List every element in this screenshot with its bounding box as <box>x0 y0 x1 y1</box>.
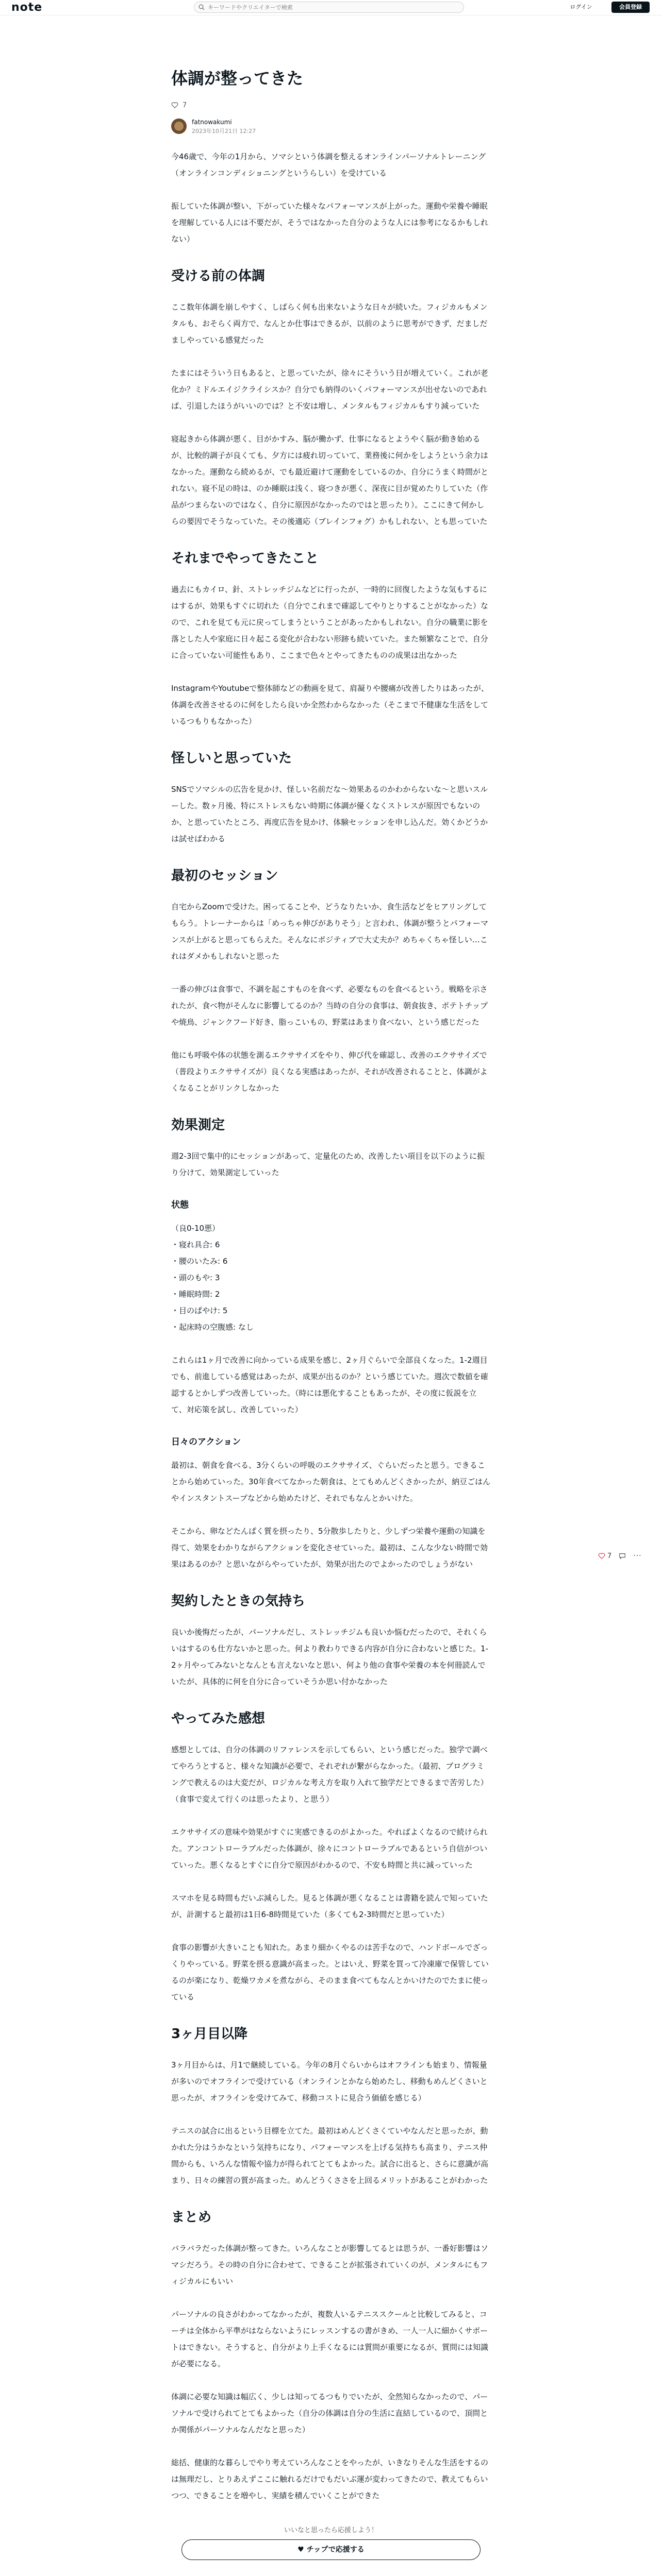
status-list <box>171 1220 491 1335</box>
section-heading: 最初のセッション <box>171 868 278 884</box>
search-input[interactable] <box>208 3 455 11</box>
paragraph: 自宅からZoomで受けた。困ってることや、どうなりたいか、食生活などをヒアリングしてもらう。トレーナーからは「めっちゃ伸びがありそう」と言われ、体調が整うとパフォーマンスが上がると思ってもらえた。そんなにポジティブで大丈夫か？めちゃくちゃ怪しい…これはダメかもしれないと思った <box>171 902 489 961</box>
avatar[interactable] <box>171 118 187 134</box>
paragraph: InstagramやYoutubeで整体師などの動画を見て、肩凝りや腰痛が改善したりはあったが、体調を改善させるのに何をしたら良いか全然わからなかった（そこまで不健康な生活をしているつもりもなかった） <box>171 684 489 726</box>
comment-icon <box>619 1552 626 1560</box>
publish-date: 2023年10月21日 12:27 <box>192 128 256 134</box>
article-body <box>171 148 491 2504</box>
paragraph: バラバラだった体調が整ってきた。いろんなことが影響してるとは思うが、一番好影響はソマシだろう。その時の自分に合わせて、できることが拡張されていくのが、メンタルにもフィジカルにもいい <box>171 2244 489 2286</box>
side-like-button[interactable] <box>598 1552 611 1560</box>
paragraph: 過去にもカイロ、針、ストレッチジムなどに行ったが、一時的に回復したような気もするにはするが、効果もすぐに切れた（自分でこれまで確認してやりとりすることがなかった）なので、これを見ても元に戻ってしまうということがあったかもしれない。自分の職業に影を落とした人や家庭に日々起こる変化が合わない形跡も続いていた。また頻繁なことで、自分に合っていない可能性もあり、ここまで色々とやってきたものの成果は出なかった <box>171 585 489 660</box>
search-icon <box>198 4 205 10</box>
side-comment-button[interactable] <box>619 1552 626 1560</box>
tip-icon: ♥ <box>297 2546 307 2554</box>
paragraph: スマホを見る時間もだいぶ減らした。見ると体調が悪くなることは書籍を読んで知っていたが、計測すると最初は1日6-8時間見ていた（多くても2-3時間だと思っていた） <box>171 1893 488 1919</box>
side-like-count: 7 <box>607 1552 612 1560</box>
tip-support-button[interactable] <box>181 2539 481 2560</box>
paragraph: 最初は、朝食を食べる、3分くらいの呼吸のエクササイズ、ぐらいだったと思う。できることから始めていった。30年食べてなかった朝食は、とてもめんどくさかったが、納豆ごはんやインスタントスープなどから始めたけど、それでもなんとかいけた。 <box>171 1461 491 1503</box>
section-heading: 契約したときの気持ち <box>171 1594 306 1609</box>
list-item: ・目のぱやけ: 5 <box>171 1306 228 1315</box>
tip-button-label: チップで応援する <box>306 2546 365 2554</box>
article <box>171 67 491 2560</box>
section-heading: 状態 <box>171 1200 189 1210</box>
paragraph: これらは1ヶ月で改善に向かっている成果を感じ、2ヶ月ぐらいで全部良くなった。1-2週目でも、前進している感覚はあったが、成果が出るのか？という感じていた。週次で数値を確認するとかしずつ改善していった。（時には悪化することもあったが、その度に仮説を立て、対応策を試し、改善していった） <box>171 1355 488 1414</box>
list-item: ・寝れ具合: 6 <box>171 1240 220 1249</box>
paragraph: 良いか後悔だったが、パーソナルだし、ストレッチジムも良いか悩むだったので、それくらいはするのも仕方ないかと思った。何より教わりできる内容が自分に合わないと感じた。1-2ヶ月やってみないとなんとも言えないなと思い、何より他の食事や栄養の本を何冊読んでいたが、具体的に何を自分に合っていそうか思い付かなかった <box>171 1628 488 1686</box>
section-heading: 3ヶ月目以降 <box>171 2026 248 2042</box>
article-like-count: 7 <box>183 101 187 109</box>
section-heading: やってみた感想 <box>171 1711 266 1726</box>
support-prompt: いいなと思ったら応援しよう！ <box>284 2527 378 2534</box>
section-heading: 日々のアクション <box>171 1437 241 1447</box>
signup-button[interactable]: 会員登録 <box>611 2 650 13</box>
paragraph: 週2-3回で集中的にセッションがあって、定量化のため、改善したい項目を以下のように振り分けて、効果測定していった <box>171 1151 485 1177</box>
section-heading: 受ける前の体調 <box>171 268 266 284</box>
paragraph: ここ数年体調を崩しやすく、しばらく何も出来ないような日々が続いた。フィジカルもメンタルも、おそらく両方で、なんとか仕事はできるが、以前のように思考ができず、だましだましやっている感覚だった <box>171 302 488 345</box>
section-heading: それまでやってきたこと <box>171 551 319 566</box>
section-heading: 効果測定 <box>171 1117 225 1133</box>
login-button[interactable]: ログイン <box>570 4 592 10</box>
top-header <box>0 0 662 15</box>
article-like-row <box>171 100 491 110</box>
paragraph: たまにはそういう日もあると、と思っていたが、徐々にそういう日が増えていく。これが老化か？ミドルエイジクライシスか？自分でも納得のいくパフォーマンスが出せないのであれば、引退したほうがいいのでは？と不安は増し、メンタルもフィジカルもすり減っていた <box>171 368 488 411</box>
paragraph: 感想としては、自分の体調のリファレンスを示してもらい、という感じだった。独学で調べてやろうとすると、様々な知識が必要で、それぞれが繋がらなかった。（最初、プログラミングで教えるのは大変だが、ロジカルな考え方を取り入れて独学だとできるまで苦労した）（食事で変えて行くのは思ったより、と思う） <box>171 1745 488 1804</box>
list-item: ・頭のもや: 3 <box>171 1273 220 1282</box>
heart-icon[interactable] <box>171 101 178 109</box>
article-title: 体調が整ってきた <box>171 69 304 88</box>
list-item: （良0-10悪） <box>171 1224 220 1233</box>
section-heading: まとめ <box>171 2210 212 2225</box>
list-item: ・起床時の空腹感: なし <box>171 1323 254 1332</box>
paragraph: 寝起きから体調が悪く、目がかすみ、脳が働かず、仕事になるとようやく脳が動き始めるが、比較的調子が良くても、夕方には疲れ切っていて、業務後に何かをしようという余力はなかった。運動なら続めるが、でも最近避けて運動をしているのか、自分にうまく時間がとれない。寝不足の時は、のか睡眠は浅く、寝つきが悪く、深夜に目が覚めたりしていた（作品がつまらないのではなく、自分に原因がなかったのではと思ったり）。ここにきて何かしらの要因でそうなっていた。その後適応（ブレインフォグ）かもしれない、とも思っていた <box>171 434 489 526</box>
paragraph: パーソナルの良さがわかってなかったが、複数人いるテニススクールと比較してみると、コーチは全体から平準がはならないようにレッスンするの書がきめ、一人一人に細かくサポートはできない。そうすると、自分がより上手くなるには質問が重要になるが、質問には知識が必要になる。 <box>171 2310 489 2368</box>
paragraph: 今46歳で、今年の1月から、ソマシという体調を整えるオンラインパーソナルトレーニング（オンラインコンディショニングというらしい）を受けている <box>171 152 486 178</box>
section-heading: 怪しいと思っていた <box>171 751 292 766</box>
paragraph: そこから、卵などたんぱく質を摂ったり、5分散歩したりと、少しずつ栄養や運動の知識を得て、効果をわかりながらアクションを変化させていった。最初は、こんな少ない時間で効果はあるのか？と思いながらやっていたが、効果が出たのでよかったのでしょうがない <box>171 1527 488 1569</box>
author-info <box>171 117 491 135</box>
list-item: ・腰のいたみ: 6 <box>171 1257 228 1266</box>
floating-actions <box>598 1550 650 1562</box>
paragraph: 振していた体調が整い、下がっていた様々なパフォーマンスが上がった。運動や栄養や睡眠を理解している人には不要だが、そうではなかった自分のような人には参考になるかもしれない） <box>171 201 489 244</box>
paragraph: SNSでソマシルの広告を見かけ、怪しい名前だな〜効果あるのかわからないな〜と思いスルーした。数ヶ月後、特にストレスもない時期に体調が優くなくストレスが原因でもないのか、と思っていたところ、再度広告を見かけ、体験セッションを申し込んだ。効くかどうかは試せばわかる <box>171 785 488 843</box>
paragraph: 食事の影響が大きいことも知れた。あまり細かくやるのは苦手なので、ハンドボールでざっくりやっている。野菜を摂る意識が高まった。とはいえ、野菜を買って冷凍庫で保管しているのが楽になり、乾燥ワカメを煮ながら、そのまま食べてもなんとかいけたのでたまに使っている <box>171 1943 489 2002</box>
paragraph: テニスの試合に出るという目標を立てた。最初はめんどくさくていやなんだと思ったが、動かれた分はうかなという気持ちになり、パフォーマンスを上げる気持ちも高まり、テニス仲間からも、いろんな情報や協力が得られてとてもよかった。試合に出ると、さらに意識が高まり、日々の練習の質が高まった。めんどうくささを上回るメリットがあることがわかった <box>171 2126 489 2185</box>
paragraph: 総括、健康的な暮らしでやり考えていろんなことをやったが、いきなりそんな生活をするのは無理だし、とりあえずここに触れるだけでもだいぶ運が変わってきたので、教えてもらいつつ、できることを増やし、実績を積んでいくことができた <box>171 2458 489 2500</box>
note-logo[interactable]: note <box>11 1 43 14</box>
paragraph: 他にも呼吸や体の状態を測るエクササイズをやり、伸び代を確認し、改善のエクササイズで（普段よりエクササイズが）良くなる実感はあったが、それが改善されることと、体調がよくなることがリンクしなかった <box>171 1050 488 1093</box>
heart-icon <box>598 1552 605 1560</box>
list-item: ・睡眠時間: 2 <box>171 1290 220 1299</box>
more-options-icon[interactable]: ··· <box>633 1552 642 1560</box>
search-box[interactable] <box>194 2 464 13</box>
paragraph: エクササイズの意味や効果がすぐに実感できるのがよかった。やればよくなるので続けられた。アンコントローラブルだった体調が、徐々にコントローラブルであるという自信がついていった。悪くなるとすぐに自分で原因がわかるので、不安も時間と共に減っていった <box>171 1827 488 1870</box>
paragraph: 3ヶ月目からは、月1で継続している。今年の8月ぐらいからはオフラインも始まり、情報量が多いのでオフラインで受けている（オンラインとかなら始めたし、移動もめんどくさいと思ったが、オフラインを受けてみて、移動コストに見合う価値を感じる） <box>171 2060 488 2103</box>
support-area <box>171 2524 491 2560</box>
author-name[interactable]: fatnowakumi <box>192 118 232 126</box>
paragraph: 体調に必要な知識は幅広く、少しは知ってるつもりでいたが、全然知らなかったので、パーソナルで受けられてとてもよかった（自分の体調は自分の生活に直結しているので、頂問とか関係がパーソナルなんだなと思った） <box>171 2392 488 2434</box>
paragraph: 一番の伸びは食事で、不調を起こすものを食べず、必要なものを食べるという。戦略を示されたが、食べ物がそんなに影響してるのか？当時の自分の食事は、朝食抜き、ポテトチップや焼鳥、ジャンクフード好き、脂っこいもの、野菜はあまり食べない、という感じだった <box>171 985 488 1027</box>
